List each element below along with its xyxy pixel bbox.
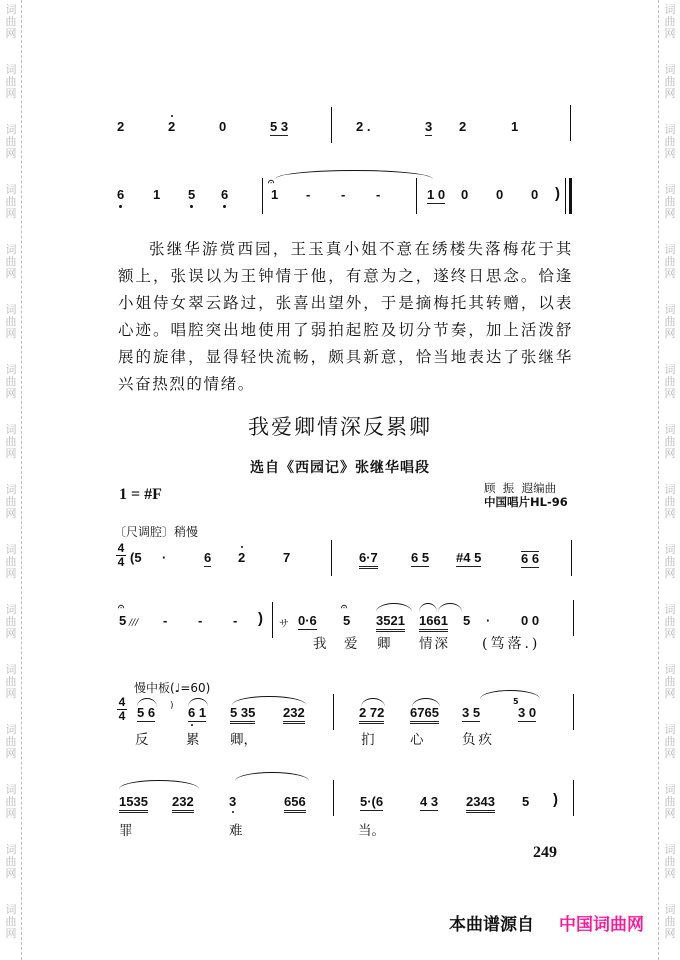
dot-extension: · [162,550,167,565]
fermata-icon: 𝄐 [118,600,125,613]
note: 6 [221,187,229,202]
low-dot [119,205,122,208]
slur-arc [376,603,412,612]
lyric: 反 [135,732,149,748]
low-dot [223,205,226,208]
watermark-text: 词 曲 网 [664,603,676,640]
note: 2 [238,550,246,565]
note-group: 6 1 [188,705,207,720]
note-group: 4 3 [420,794,439,809]
note: - [306,187,311,202]
watermark-text: 词 曲 网 [5,603,17,640]
watermark-text: 词 曲 网 [5,843,17,880]
note-group: 5 3 [270,119,289,134]
note-group: 3 5 [462,705,481,720]
note-group: 2 72 [359,706,384,724]
tremolo-mark: /// [129,618,139,628]
lyric: 心 [410,732,424,748]
source-site-link[interactable]: 中国词曲网 [559,915,644,935]
lyric: 累 [186,732,200,748]
final-bar-line [569,178,572,214]
breath-mark: ) [170,701,174,711]
note-group: 6765 [410,706,439,724]
watermark-text: 词 曲 网 [5,123,17,160]
note-group: 1535 [119,795,148,813]
watermark-text: 词 曲 网 [5,243,17,280]
description-paragraph: 张继华游赏西园，王玉真小姐不意在绣楼失落梅花于其额上，张误以为王钟情于他，有意为之，遂终日思念。恰逢小姐侍女翠云路过，张喜出望外，于是摘梅托其转赠，以表心迹。唱腔突出地使用了弱拍起腔及切分节奏，加上活泼舒展的旋律，显得轻快流畅，颇具新意，恰当地表达了张继华兴奋热烈的情绪。 [118,240,573,393]
close-paren: ) [553,791,558,808]
watermark-text: 词 曲 网 [664,783,676,820]
note-group: 6·7 [359,551,378,569]
right-margin-rule [658,0,659,960]
bar-line [573,780,574,816]
time-signature: 4 4 [118,695,126,723]
bar-line [262,178,263,214]
key-signature: 1 = #F [119,486,162,503]
dot-extension: · [486,613,491,628]
watermark-text: 词 曲 网 [5,303,17,340]
note: 0 [461,187,469,202]
note: - [163,613,168,628]
note: 3 [425,119,433,134]
note-group: 232 [283,706,305,724]
mode-label: 〔尺调腔〕稍慢 [114,525,199,539]
note: - [341,187,346,202]
high-dot [241,546,243,548]
lyric: 罪 [119,823,133,839]
bar-line [416,178,417,214]
bar-line [331,107,332,143]
note-group: 3521 [376,614,405,632]
note-group: 0 0 [521,613,540,628]
note: - [376,187,381,202]
slur-arc [419,603,437,612]
watermark-text: 词 曲 网 [5,543,17,580]
watermark-text: 词 曲 网 [664,243,676,280]
watermark-text: 词 曲 网 [664,843,676,880]
free-tempo-mark: サ [279,619,289,630]
watermark-text: 词 曲 网 [664,123,676,160]
note-group: 5 6 [137,705,156,720]
bar-line [272,602,273,638]
note-group: 656 [284,795,306,813]
fermata-icon: 𝄐 [268,175,275,188]
grace-note: 5 [513,697,519,706]
slur-arc [438,603,462,612]
watermark-text: 词 曲 网 [664,183,676,220]
close-paren: ) [258,610,263,627]
lyric: 情深 [419,636,450,652]
bar-line [333,780,334,816]
lyric: 爱 [344,636,358,652]
bar-line [573,694,574,730]
note: 5 [522,794,530,809]
low-dot [191,724,193,726]
note: 0 [531,187,539,202]
note-group: 5·(6 [360,794,384,809]
tempo-label: 慢中板(♩=60) [134,681,211,695]
watermark-text: 词 曲 网 [5,183,17,220]
lyric: 我 [313,636,327,652]
note-group: 2343 [466,795,495,813]
note: 7 [283,550,291,565]
lyric: 卿 [377,636,391,652]
watermark-text: 词 曲 网 [664,663,676,700]
lyric: (笃落.) [482,636,541,652]
watermark-text: 词 曲 网 [664,483,676,520]
watermark-text: 词 曲 网 [5,723,17,760]
watermark-text: 词 曲 网 [5,663,17,700]
slur-arc [480,690,540,699]
record-label: 中国唱片HL-96 [484,495,568,509]
watermark-text: 词 曲 网 [5,783,17,820]
note: 2 . [356,119,371,134]
note: 5 [343,613,351,628]
watermark-text: 词 曲 网 [5,423,17,460]
note: 1 [271,187,279,202]
lyric: 卿， [230,732,257,748]
note-group: 6 5 [411,550,430,565]
slur-arc [232,696,306,705]
watermark-text: 词 曲 网 [664,723,676,760]
bar-line [570,105,571,141]
note: 6 [117,187,125,202]
watermark-text: 词 曲 网 [5,903,17,940]
source-prefix: 本曲谱源自 [449,915,534,935]
note-group: 232 [172,795,194,813]
high-dot [171,115,173,117]
note: 2 [459,119,467,134]
time-signature: 4 4 [117,541,125,569]
note: 2 [168,119,176,134]
note: 5 [119,613,127,628]
watermark-text: 词 曲 网 [664,543,676,580]
note: 0 [496,187,504,202]
note: 0 [219,119,227,134]
watermark-text: 词 曲 网 [664,303,676,340]
low-dot [232,811,234,813]
note-group: 3 0 [518,705,537,720]
fermata-icon: 𝄐 [341,600,348,613]
note: 1 [153,187,161,202]
song-subtitle: 选自《西园记》张继华唱段 [250,460,430,476]
watermark-text: 词 曲 网 [664,3,676,40]
lyric: 难 [229,823,243,839]
note-group: #4 5 [456,550,482,565]
note-group: 0·6 [298,613,317,628]
slur-arc [119,780,199,789]
note: 1 [511,119,519,134]
watermark-text: 词 曲 网 [664,423,676,460]
note-group: 1 0 [427,187,446,202]
watermark-text: 词 曲 网 [664,363,676,400]
note: 2 [117,119,125,134]
watermark-text: 词 曲 网 [5,363,17,400]
arranger: 顾 振 遐编曲 [484,481,557,495]
slur-arc [235,772,309,781]
lyric: 当。 [358,823,385,839]
lyric: 负疚 [462,732,495,748]
tie-arc [275,170,433,179]
note-group: 5 35 [230,706,255,724]
bar-line [331,540,332,576]
watermark-text: 词 曲 网 [5,483,17,520]
note: 5 [188,187,196,202]
bar-line [571,540,572,576]
note-group: 1661 [419,614,448,632]
note: 3 [229,794,237,809]
watermark-text: 词 曲 网 [664,63,676,100]
song-title: 我爱卿情深反累卿 [248,415,432,439]
watermark-text: 词 曲 网 [5,3,17,40]
page-number: 249 [533,844,557,861]
watermark-text: 词 曲 网 [664,903,676,940]
watermark-text: 词 曲 网 [5,63,17,100]
note: 6 [204,550,212,565]
bar-line [573,600,574,636]
close-paren: ) [555,185,560,202]
left-margin-rule [21,0,22,960]
lyric: 扪 [361,732,375,748]
note: (5 [130,550,142,565]
note: - [233,613,238,628]
bar-line [333,694,334,730]
note-group: 6 6 [521,551,540,566]
bar-line [565,178,566,214]
note: - [198,613,203,628]
note: 5 [463,613,471,628]
low-dot [190,205,193,208]
